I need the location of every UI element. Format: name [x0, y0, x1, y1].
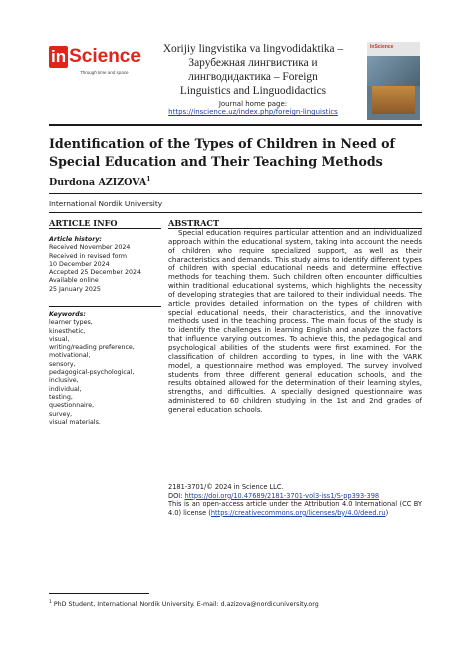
abstract-text: Special education requires particular attention and an individualized approach within the educational system, taking into account the needs of children who require specialized support, as well as their characteristics and demands. This study aims to identify different types of children with special educational needs and determine effective methods for teaching them. Such children often encounter difficulties within traditional educational systems, which highlights the necessity of developing strategies that are tailored to their individual needs. The article provides detailed information on the types of children with special educational needs, their characteristics, and the innovative methods used in the teaching process. The main focus of the study is to identify the challenges in learning English and analyze the factors that influence varying outcomes. To achieve this, the pedagogical and psychological abilities of the students were first examined. For the classification of children according to types, in line with the VARK model, a questionnaire method was employed. The survey involved students from three different general education schools, and the results obtained allowed for the determination of their learning styles, strengths, and difficulties. A specially designed questionnaire was administered to 60 children studying in the 1st and 2nd grades of general education schools.: [168, 228, 422, 414]
author-text: Durdona AZIZOVA: [49, 177, 147, 189]
journal-cover-image: [367, 42, 420, 120]
keyword-item: writing/reading preference,: [49, 344, 135, 352]
history-heading: Article history:: [49, 236, 102, 243]
author-footnote: [49, 600, 429, 608]
keyword-item: testing,: [49, 393, 73, 401]
logo-science: Science: [69, 46, 141, 67]
license-close: ): [385, 508, 389, 517]
license-text: This is an open-access article under the Attribution 4.0 International (CC BY 4.0) license (: [168, 500, 422, 517]
logo-tagline: Through time and space: [80, 70, 129, 75]
license-link[interactable]: https://creativecommons.org/licenses/by/4.0/deed.ru: [210, 508, 386, 517]
journal-header: [148, 42, 358, 116]
home-page-label: Journal home page:: [218, 100, 288, 108]
article-info-heading: ARTICLE INFO: [49, 218, 118, 228]
history-item: Available online: [49, 277, 99, 285]
license-line: [168, 500, 422, 517]
article-title: Identification of the Types of Children in Need of Special Education and Their Teaching Methods: [49, 136, 395, 169]
history-item: Received November 2024: [49, 244, 131, 252]
keyword-item: visual materials.: [49, 418, 101, 426]
doi-link[interactable]: https://doi.org/10.47689/2181-3701-vol3-iss1/S-pp393-398: [184, 491, 380, 500]
logo-in: in: [51, 47, 67, 66]
keyword-item: pedagogical-psychological,: [49, 369, 135, 377]
keyword-item: sensory,: [49, 360, 76, 368]
keywords-heading: Keywords:: [49, 311, 86, 318]
issn-line: 2181-3701/© 2024 in Science LLC.: [168, 483, 284, 491]
keyword-item: individual,: [49, 385, 82, 393]
history-item: Received in revised form: [49, 252, 128, 260]
keyword-item: survey,: [49, 410, 73, 418]
author-divider: [49, 193, 422, 194]
journal-title-line-4: Linguistics and Linguodidactics: [179, 85, 327, 97]
journal-title-line-3: лингводидактика – Foreign: [188, 71, 318, 83]
keyword-item: kinesthetic,: [49, 327, 86, 335]
article-meta: [168, 483, 422, 517]
keywords-list: [49, 311, 161, 427]
article-history: [49, 236, 159, 294]
history-item: 10 December 2024: [49, 260, 110, 268]
cover-text: InScience: [370, 44, 394, 50]
abstract-heading: ABSTRACT: [168, 218, 220, 228]
footnote-divider: [49, 593, 149, 594]
home-page-link[interactable]: https://inscience.uz/index.php/foreign-linguistics: [168, 108, 338, 116]
inscience-logo: [49, 44, 141, 92]
keywords-rule: [49, 306, 161, 307]
journal-title-line-1: Xorijiy lingvistika va lingvodidaktika –: [162, 43, 344, 55]
keyword-item: learner types,: [49, 319, 93, 327]
footnote-marker: 1: [49, 600, 52, 605]
affiliation-divider: [49, 212, 422, 213]
header-divider: [49, 124, 422, 126]
article-info-rule: [49, 228, 161, 229]
affiliation: International Nordik University: [49, 199, 163, 208]
keyword-item: visual,: [49, 335, 70, 343]
author-name: [49, 176, 150, 188]
history-item: 25 January 2025: [49, 285, 101, 293]
author-footnote-marker: 1: [146, 176, 151, 183]
journal-title-line-2: Зарубежная лингвистика и: [188, 57, 318, 69]
doi-line: [168, 492, 422, 501]
footnote-text: PhD Student, International Nordik University. E-mail: d.azizova@nordicuniversity.org: [51, 601, 319, 609]
history-item: Accepted 25 December 2024: [49, 269, 142, 277]
keyword-item: motivational,: [49, 352, 91, 360]
doi-label: DOI:: [168, 491, 185, 500]
keyword-item: inclusive,: [49, 377, 79, 385]
keyword-item: questionnaire,: [49, 402, 95, 410]
